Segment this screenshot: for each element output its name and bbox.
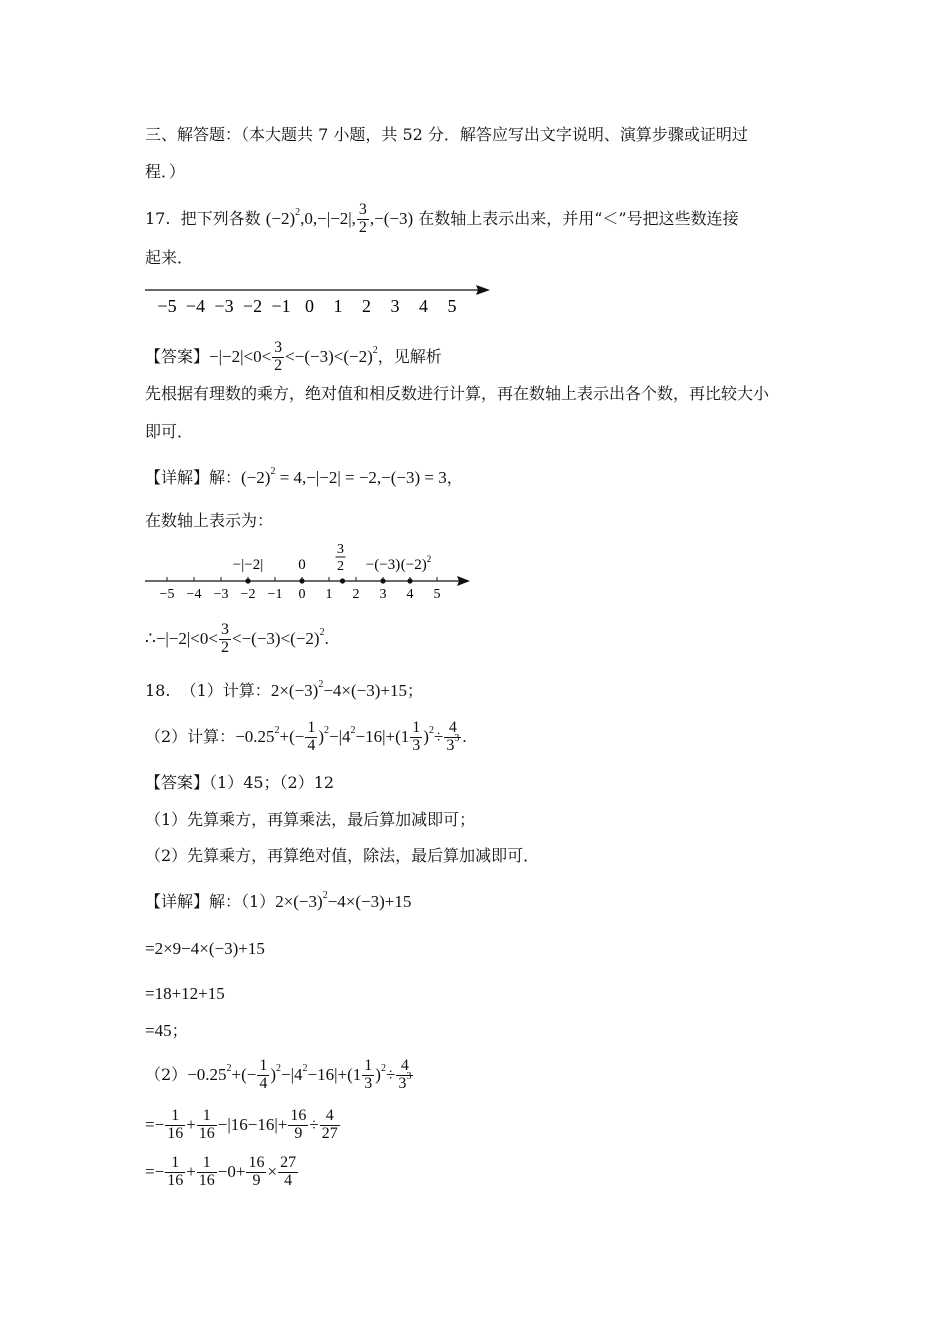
axis1-tick-label: 2 xyxy=(362,296,371,316)
axis2-point-label: −(−3) xyxy=(365,557,401,573)
q18-part2-solution: $(2)-0.25^2+(-$ $\frac{1}{4}$ )$^2-|4^2-16|+(1$ $\frac{1}{3}$ )$^2$÷ $\frac{4}{3^3}$ xyxy=(145,1057,412,1092)
axis2-tick-label: 1 xyxy=(325,587,333,602)
axis2-tick-label: 5 xyxy=(433,587,441,602)
axis2-point xyxy=(340,578,345,583)
q17-statement-line2: 起来． xyxy=(145,248,194,267)
axis1-tick-label: −2 xyxy=(242,296,263,316)
section-header-line2: 程．） xyxy=(145,162,186,181)
axis1-tick-label: −3 xyxy=(214,296,234,316)
q18-part2-step2: =− $\frac{1}{16}$ + $\frac{1}{16}$ −0+ $\frac{16}{9}$ × $\frac{27}{4}$ xyxy=(145,1154,297,1189)
axis1-tick-label: −5 xyxy=(157,296,177,316)
axis2-tick-label: −4 xyxy=(186,587,202,602)
axis2-label-numerator: 3 xyxy=(337,542,344,557)
axis2-point xyxy=(380,578,385,583)
q18-analysis-line1: （1）先算乘方，再算乘法，最后算加减即可； xyxy=(145,810,476,829)
axis1-tick-label: 4 xyxy=(419,296,428,316)
axis2-tick-label: 3 xyxy=(379,587,387,602)
axis2-point-label: $(-2)^2$ xyxy=(400,554,432,573)
axis2-tick-label: 4 xyxy=(406,587,414,602)
axis2-tick-label: −1 xyxy=(267,587,283,602)
axis2-point-label: 0 xyxy=(298,557,306,573)
q18-part2: （2）计算：$-0.25^2+(-$ $\frac{1}{4}$ )$^2-|4^2-16|+(1$ $\frac{1}{3}$ )$^2$÷ $\frac{4}{3^3}$ . xyxy=(145,719,467,754)
axis2-point xyxy=(299,578,304,583)
axis2-tick-label: −5 xyxy=(159,587,175,602)
q18-analysis-line2: （2）先算乘方，再算绝对值，除法，最后算加减即可． xyxy=(145,846,540,865)
q17-statement: 17. 把下列各数 $(-2)^2,0,-|-2|$, $\frac{3}{2}$ ,−(−3) 在数轴上表示出来，并用“＜”号把这些数连接 xyxy=(145,201,739,236)
q18-detail: 【详解】解：$(1)2\times(-3)^2-4\times(-3)+15$ xyxy=(145,890,412,911)
q18-step3: =45； xyxy=(145,1021,188,1040)
q17-analysis-line2: 即可． xyxy=(145,422,194,441)
axis2-tick-label: −2 xyxy=(240,587,256,602)
number-line-2 xyxy=(140,540,480,606)
q17-therefore: ∴−|−2|<0< $\frac{3}{2}$ $<-(-3)<(-2)^2$. xyxy=(145,621,329,656)
axis1-tick-label: 1 xyxy=(333,296,343,316)
q18-answer: 【答案】（1）45；（2）12 xyxy=(145,773,335,792)
fraction-three-halves: $\frac{3}{2}$ xyxy=(358,201,367,236)
axis2-point xyxy=(407,578,412,583)
q18-step1: =2×9−4×(−3)+15 xyxy=(145,939,265,958)
axis2-tick-label: 2 xyxy=(352,587,360,602)
q17-analysis-line1: 先根据有理数的乘方，绝对值和相反数进行计算，再在数轴上表示出各个数，再比较大小 xyxy=(145,384,770,403)
axis1-tick-label: 3 xyxy=(390,296,400,316)
axis2-tick-label: −3 xyxy=(213,587,229,602)
q17-show-on-axis: 在数轴上表示为： xyxy=(145,511,274,530)
q18-step2: =18+12+15 xyxy=(145,984,225,1003)
number-line-1 xyxy=(140,280,500,320)
axis2-point xyxy=(245,578,250,583)
axis2-label-denominator: 2 xyxy=(337,559,344,574)
q17-detail: 【详解】解：$(-2)^2 = 4,-|-2| = -2,-(-3) = 3$， xyxy=(145,466,463,487)
axis1-tick-label: −1 xyxy=(271,296,291,316)
q18-part2-step1: =− $\frac{1}{16}$ + $\frac{1}{16}$ −|16−16|+ $\frac{16}{9}$ ÷ $\frac{4}{27}$ xyxy=(145,1107,338,1142)
section-header-line1: 三、解答题：（本大题共 7 小题，共 52 分．解答应写出文字说明、演算步骤或证明过 xyxy=(145,125,748,144)
axis2-point-label: −|−2| xyxy=(232,557,264,573)
axis1-tick-label: 5 xyxy=(447,296,457,316)
q18-part1: 18. （1）计算：$2\times(-3)^2-4\times(-3)+15$； xyxy=(145,679,423,700)
axis2-tick-label: 0 xyxy=(298,587,306,602)
q17-answer: 【答案】−|−2|<0< $\frac{3}{2}$ $<-(-3)<(-2)^2$，见解析 xyxy=(145,339,442,374)
axis1-tick-label: 0 xyxy=(305,296,314,316)
axis1-tick-label: −4 xyxy=(185,296,206,316)
